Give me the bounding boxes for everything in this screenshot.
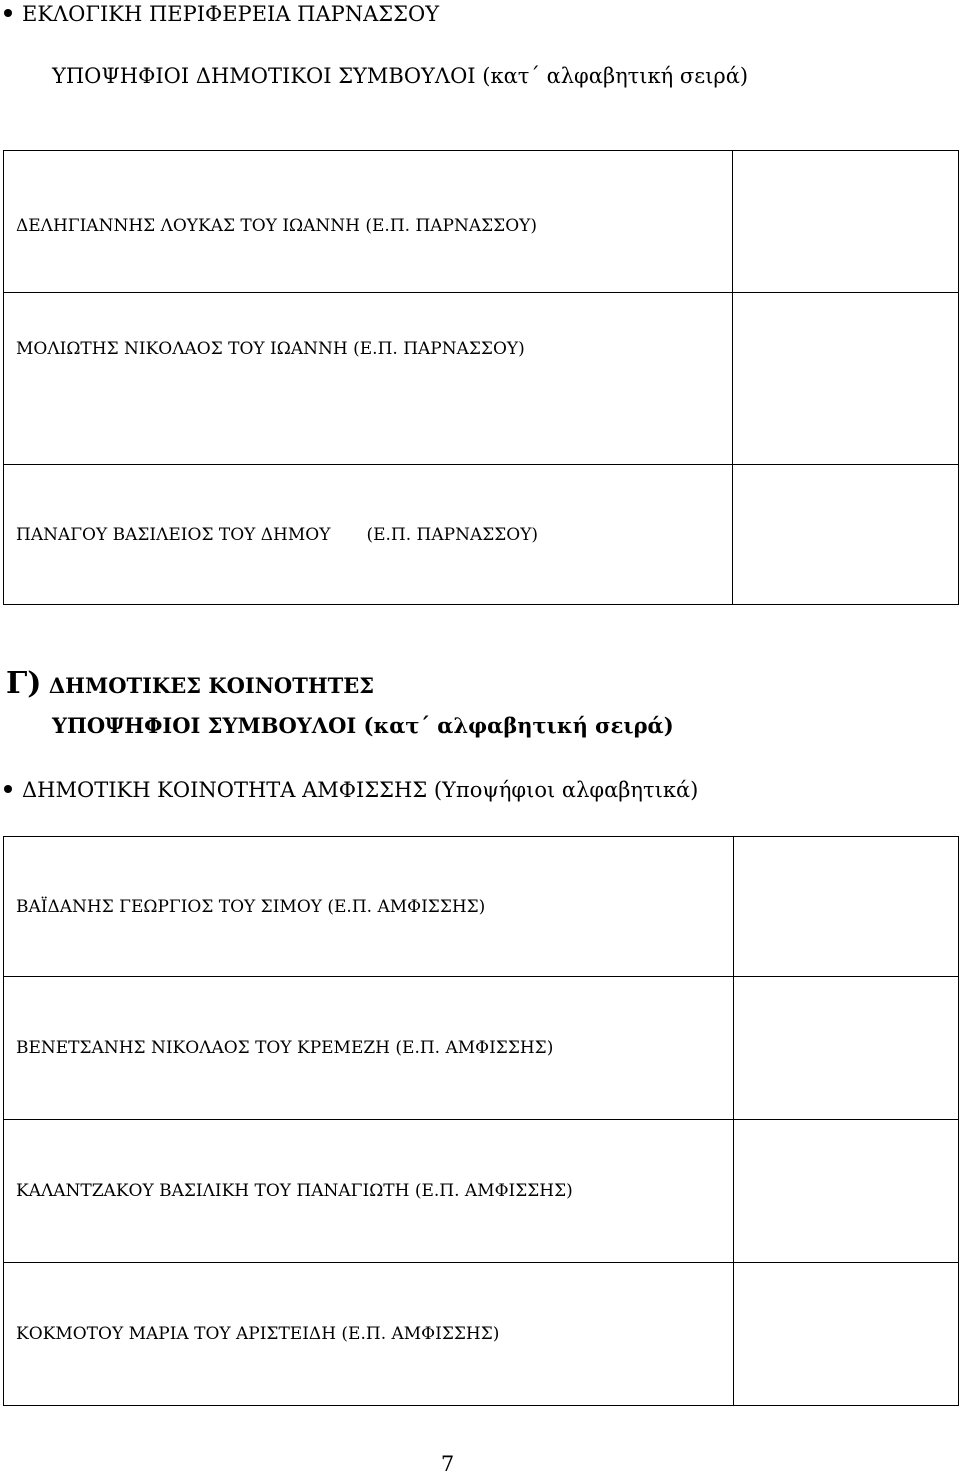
bullet-icon bbox=[4, 785, 12, 793]
community-bullet bbox=[4, 778, 698, 802]
table-row bbox=[4, 293, 959, 465]
candidate-name: ΜΟΛΙΩΤΗΣ ΝΙΚΟΛΑΟΣ ΤΟΥ ΙΩΑΝΝΗ (Ε.Π. ΠΑΡΝΑΣΣΟΥ) bbox=[4, 293, 733, 465]
candidate-name: ΒΕΝΕΤΣΑΝΗΣ ΝΙΚΟΛΑΟΣ ΤΟΥ ΚΡΕΜΕΖΗ (Ε.Π. ΑΜΦΙΣΣΗΣ) bbox=[4, 977, 734, 1120]
region-bullet bbox=[4, 2, 439, 26]
section-letter: Γ) bbox=[6, 666, 42, 701]
vote-cell[interactable] bbox=[733, 977, 958, 1120]
vote-cell[interactable] bbox=[732, 465, 958, 605]
vote-cell[interactable] bbox=[733, 1120, 958, 1263]
table-row bbox=[4, 1263, 959, 1406]
candidate-name: ΔΕΛΗΓΙΑΝΝΗΣ ΛΟΥΚΑΣ ΤΟΥ ΙΩΑΝΝΗ (Ε.Π. ΠΑΡΝΑΣΣΟΥ) bbox=[4, 151, 733, 293]
candidates-table-amfissa bbox=[3, 836, 959, 1406]
section2-subtitle: ΥΠΟΨΗΦΙΟΙ ΣΥΜΒΟΥΛΟΙ (κατ΄ αλφαβητική σειρά) bbox=[52, 713, 674, 738]
vote-cell[interactable] bbox=[733, 837, 958, 977]
table-row bbox=[4, 837, 959, 977]
bullet-icon bbox=[4, 9, 12, 17]
region-title: ΕΚΛΟΓΙΚΗ ΠΕΡΙΦΕΡΕΙΑ ΠΑΡΝΑΣΣΟΥ bbox=[22, 2, 440, 26]
vote-cell[interactable] bbox=[732, 151, 958, 293]
section2-heading bbox=[6, 666, 374, 701]
table-row bbox=[4, 465, 959, 605]
candidate-name: ΒΑΪΔΑΝΗΣ ΓΕΩΡΓΙΟΣ ΤΟΥ ΣΙΜΟΥ (Ε.Π. ΑΜΦΙΣΣΗΣ) bbox=[4, 837, 734, 977]
candidates-table-parnassos bbox=[3, 150, 959, 605]
vote-cell[interactable] bbox=[732, 293, 958, 465]
section-heading-text: ΔΗΜΟΤΙΚΕΣ ΚΟΙΝΟΤΗΤΕΣ bbox=[48, 673, 375, 698]
community-title: ΔΗΜΟΤΙΚΗ ΚΟΙΝΟΤΗΤΑ ΑΜΦΙΣΣΗΣ (Υποψήφιοι αλφαβητικά) bbox=[22, 778, 699, 802]
table-row bbox=[4, 151, 959, 293]
section1-subtitle: ΥΠΟΨΗΦΙΟΙ ΔΗΜΟΤΙΚΟΙ ΣΥΜΒΟΥΛΟΙ (κατ΄ αλφαβητική σειρά) bbox=[52, 64, 749, 88]
table-row bbox=[4, 977, 959, 1120]
candidate-name: ΚΟΚΜΟΤΟΥ ΜΑΡΙΑ ΤΟΥ ΑΡΙΣΤΕΙΔΗ (Ε.Π. ΑΜΦΙΣΣΗΣ) bbox=[4, 1263, 734, 1406]
vote-cell[interactable] bbox=[733, 1263, 958, 1406]
candidate-name: ΚΑΛΑΝΤΖΑΚΟΥ ΒΑΣΙΛΙΚΗ ΤΟΥ ΠΑΝΑΓΙΩΤΗ (Ε.Π. ΑΜΦΙΣΣΗΣ) bbox=[4, 1120, 734, 1263]
candidate-name: ΠΑΝΑΓΟΥ ΒΑΣΙΛΕΙΟΣ ΤΟΥ ΔΗΜΟΥ (Ε.Π. ΠΑΡΝΑΣΣΟΥ) bbox=[4, 465, 733, 605]
table-row bbox=[4, 1120, 959, 1263]
page-number: 7 bbox=[440, 1452, 455, 1476]
